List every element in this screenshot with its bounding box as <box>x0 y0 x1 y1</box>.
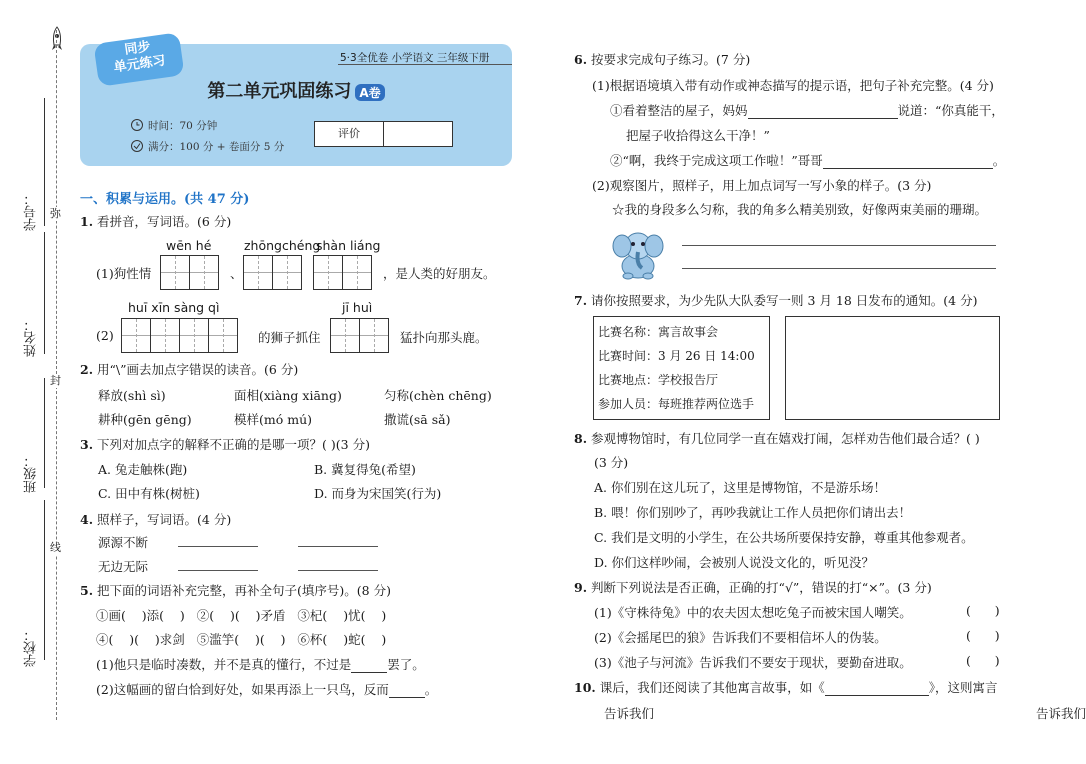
q4-answer-1[interactable] <box>178 546 258 547</box>
evaluation-box[interactable] <box>314 121 453 147</box>
q4-example-1: 源源不断 <box>98 535 149 550</box>
q5-row-2[interactable]: ④( )( )求剑 ⑤滥竽( )( ) ⑥杯( )蛇( ) <box>96 632 387 647</box>
q9-item-2: (2)《会摇尾巴的狼》告诉我们不要相信坏人的伪装。 <box>594 630 887 645</box>
q3-option-b[interactable]: B. 冀复得兔(希望) <box>314 462 416 477</box>
notice-answer-box[interactable] <box>785 316 1000 420</box>
q9-answer-2[interactable]: ( ) <box>966 628 1000 643</box>
q2-item-4[interactable]: 耕种(gēn gēng) <box>98 412 192 427</box>
notice-info-box <box>593 316 770 420</box>
q6-1a-cont: 把屋子收拾得这么干净！” <box>626 128 770 143</box>
q8-option-b[interactable]: B. 喂！你们别吵了，再吵我就让工作人员把你们请出去！ <box>594 505 912 520</box>
question-10: 10. 课后，我们还阅读了其他寓言故事，如《 》，这则寓言 <box>574 680 998 695</box>
series-underline <box>338 64 512 65</box>
q2-item-3[interactable]: 匀称(chèn chēng) <box>384 388 492 403</box>
char-grid-3[interactable] <box>313 255 372 290</box>
notice-line-1: 比赛名称：寓言故事会 <box>598 325 719 339</box>
elephant-image <box>608 224 668 280</box>
q6-2-answer-line-1[interactable] <box>682 245 996 246</box>
school-line[interactable] <box>44 500 45 660</box>
q1-row1-suffix: ，是人类的好朋友。 <box>383 266 496 281</box>
q4-answer-2[interactable] <box>298 546 378 547</box>
q4-example-2: 无边无际 <box>98 559 149 574</box>
full-score: 满分：100 分 + 卷面分 5 分 <box>148 141 285 153</box>
q1-row2-prefix: (2) <box>96 328 114 343</box>
q9-answer-1[interactable]: ( ) <box>966 603 1000 618</box>
question-3: 3. 下列对加点字的解释不正确的是哪一项？( )(3 分) <box>80 437 370 452</box>
q1-row1-prefix: (1)狗性情 <box>96 266 152 281</box>
student-name-line[interactable] <box>44 232 45 354</box>
q6-1a-blank[interactable] <box>748 103 898 119</box>
q4-answer-4[interactable] <box>298 570 378 571</box>
q8-option-a[interactable]: A. 你们别在这儿玩了，这里是博物馆，不是游乐场！ <box>594 480 886 495</box>
q2-item-1[interactable]: 释放(shì sì) <box>98 388 166 403</box>
q8-option-d[interactable]: D. 你们这样吵闹，会被别人说没文化的，听见没？ <box>594 555 875 570</box>
q2-item-2[interactable]: 面相(xiàng xiāng) <box>234 388 342 403</box>
q3-option-c[interactable]: C. 田中有株(树桩) <box>98 486 200 501</box>
notice-line-4: 参加人员：每班推荐两位选手 <box>598 397 755 411</box>
series-info: 5·3全优卷 小学语文 三年级下册 <box>340 52 490 64</box>
seal-char-feng: 封 <box>50 374 61 387</box>
notice-line-3: 比赛地点：学校报告厅 <box>598 373 719 387</box>
q6-2-answer-line-2[interactable] <box>682 268 996 269</box>
evaluation-label: 评价 <box>315 122 384 146</box>
q2-item-6[interactable]: 撒谎(sā sǎ) <box>384 412 451 427</box>
school-label: 学校： <box>24 628 39 667</box>
page-title: 第二单元巩固练习 A卷 <box>80 77 512 103</box>
question-4: 4. 照样子，写词语。(4 分) <box>80 512 232 527</box>
q6-part-1: (1)根据语境填入带有动作或神态描写的提示语，把句子补充完整。(4 分) <box>592 78 994 93</box>
char-grid-4[interactable] <box>121 318 238 353</box>
q6-1b: ②“啊，我终于完成这项工作啦！”哥哥 。 <box>610 153 1006 168</box>
check-icon <box>130 139 144 153</box>
q1-separator: 、 <box>230 266 243 281</box>
q5-sentence-2: (2)这幅画的留白恰到好处，如果再添上一只鸟，反而 。 <box>96 682 438 697</box>
pinyin-jihui: jī huì <box>342 300 373 315</box>
q5-blank-2[interactable] <box>389 682 425 698</box>
q6-1b-blank[interactable] <box>823 153 993 169</box>
sync-unit-tag: 同步 单元练习 <box>93 32 184 87</box>
q5-row-1[interactable]: ①画( )添( ) ②( )( )矛盾 ③杞( )忧( ) <box>96 608 387 623</box>
time-limit: 时间：70 分钟 <box>148 120 218 132</box>
q10-cut-text-left: 告诉我们 <box>604 706 655 721</box>
clock-icon <box>130 118 144 132</box>
pinyin-shanliang: shàn liáng <box>316 238 381 253</box>
q1-row2-mid: 的狮子抓住 <box>258 330 321 345</box>
q6-part-2: (2)观察图片，照样子，用上加点词写一写小象的样子。(3 分) <box>592 178 932 193</box>
q8-score: (3 分) <box>594 455 629 470</box>
version-badge: A卷 <box>355 84 384 101</box>
student-id-label: 学号： <box>24 192 39 231</box>
pinyin-wenhe: wēn hé <box>166 238 212 253</box>
q6-example: ☆我的身段多么匀称，我的角多么精美别致，好像两束美丽的珊瑚。 <box>612 202 988 217</box>
question-7: 7. 请你按照要求，为少先队大队委写一则 3 月 18 日发布的通知。(4 分) <box>574 293 978 308</box>
q4-answer-3[interactable] <box>178 570 258 571</box>
question-1: 1. 看拼音，写词语。(6 分) <box>80 214 232 229</box>
q6-1a: ①看着整洁的屋子，妈妈 说道：“你真能干， <box>610 103 1004 118</box>
seal-char-mi: 弥 <box>50 207 61 220</box>
question-2: 2. 用“\”画去加点字错误的读音。(6 分) <box>80 362 299 377</box>
q9-answer-3[interactable]: ( ) <box>966 653 1000 668</box>
char-grid-1[interactable] <box>160 255 219 290</box>
notice-line-2: 比赛时间：3 月 26 日 14:00 <box>598 349 755 363</box>
pinyin-huixinsangqi: huī xīn sàng qì <box>128 300 220 315</box>
question-9: 9. 判断下列说法是否正确，正确的打“√”，错误的打“×”。(3 分) <box>574 580 932 595</box>
q10-blank[interactable] <box>825 680 929 696</box>
class-line[interactable] <box>44 378 45 488</box>
question-8: 8. 参观博物馆时，有几位同学一直在嬉戏打闹，怎样劝告他们最合适？( ) <box>574 431 980 446</box>
char-grid-2[interactable] <box>243 255 302 290</box>
char-grid-5[interactable] <box>330 318 389 353</box>
q2-item-5[interactable]: 模样(mó mú) <box>234 412 313 427</box>
question-6: 6. 按要求完成句子练习。(7 分) <box>574 52 751 67</box>
binding-column <box>0 0 80 764</box>
q5-blank-1[interactable] <box>351 657 387 673</box>
q9-item-1: (1)《守株待兔》中的农夫因太想吃兔子而被宋国人嘲笑。 <box>594 605 912 620</box>
q1-row2-suffix: 猛扑向那头鹿。 <box>400 330 488 345</box>
seal-char-xian: 线 <box>50 541 61 554</box>
section-heading: 一、积累与运用。(共 47 分) <box>80 192 250 207</box>
q5-sentence-1: (1)他只是临时凑数，并不是真的懂行，不过是 罢了。 <box>96 657 425 672</box>
student-id-line[interactable] <box>44 98 45 226</box>
q3-option-d[interactable]: D. 而身为宋国笑(行为) <box>314 486 442 501</box>
pinyin-zhongcheng: zhōngchéng <box>244 238 321 253</box>
student-name-label: 姓名： <box>24 318 39 357</box>
q8-option-c[interactable]: C. 我们是文明的小学生，在公共场所要保持安静，尊重其他参观者。 <box>594 530 974 545</box>
q10-cut-text-right: 告诉我们 <box>1036 706 1086 721</box>
question-5: 5. 把下面的词语补充完整，再补全句子(填序号)。(8 分) <box>80 583 391 598</box>
class-label: 班级： <box>24 454 39 493</box>
q3-option-a[interactable]: A. 兔走触株(跑) <box>98 462 188 477</box>
rocket-icon <box>48 26 66 52</box>
q9-item-3: (3)《池子与河流》告诉我们不要安于现状，要勤奋进取。 <box>594 655 912 670</box>
